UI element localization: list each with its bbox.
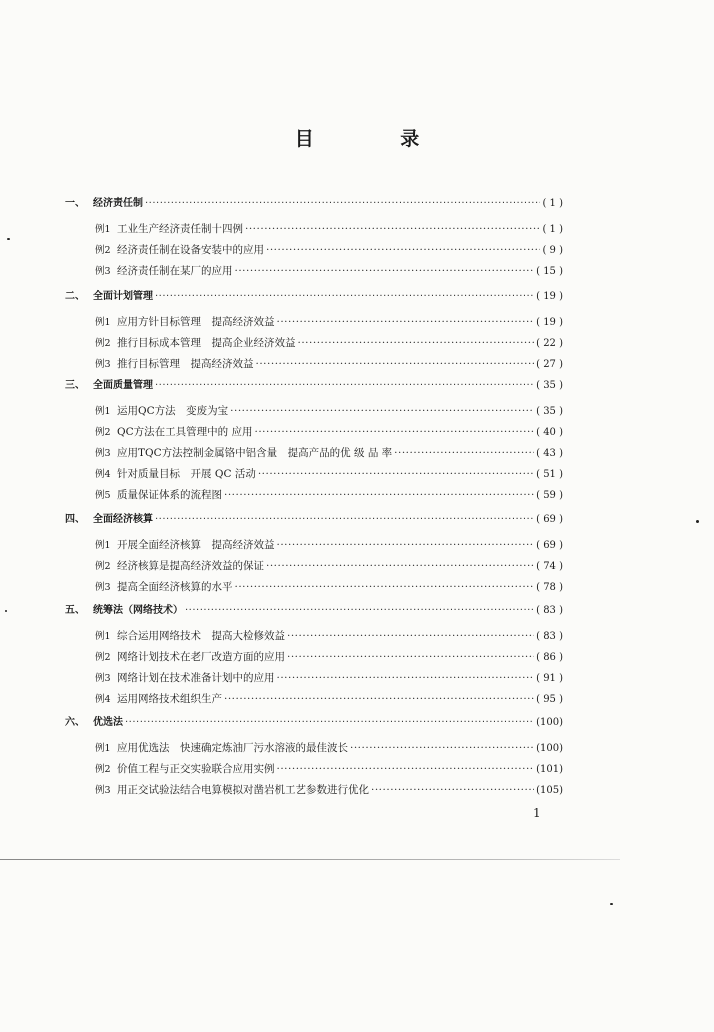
entry-title: 网络计划在技术准备计划中的应用 bbox=[117, 672, 275, 684]
entry-page: (100) bbox=[536, 717, 563, 728]
entry-title: 推行目标成本管理 提高企业经济效益 bbox=[117, 337, 296, 349]
entry-title: 应用优选法 快速确定炼油厂污水溶液的最佳波长 bbox=[117, 742, 348, 754]
entry-number: 二、 bbox=[65, 291, 85, 302]
toc-section-heading bbox=[65, 716, 563, 730]
entry-title: 应用TQC方法控制金属铬中铝含量 提高产品的优 级 品 率 bbox=[117, 447, 393, 459]
toc-section-heading bbox=[65, 197, 563, 211]
entry-number: 例1 bbox=[95, 317, 111, 328]
leader-dots bbox=[298, 336, 535, 350]
entry-page: ( 74 ) bbox=[536, 561, 563, 572]
entry-page: ( 83 ) bbox=[536, 605, 563, 616]
entry-page: ( 43 ) bbox=[536, 448, 563, 459]
toc-entry bbox=[95, 762, 563, 777]
scan-speck bbox=[696, 520, 699, 523]
page-title: 目 录 bbox=[294, 128, 460, 150]
toc-entry bbox=[95, 315, 563, 330]
toc-entry bbox=[95, 692, 563, 707]
toc-entry bbox=[95, 243, 563, 258]
entry-number: 例3 bbox=[95, 582, 111, 593]
entry-title: 运用网络技术组织生产 bbox=[117, 693, 222, 705]
entry-number: 例3 bbox=[95, 448, 111, 459]
scan-speck bbox=[7, 238, 10, 240]
leader-dots bbox=[235, 264, 535, 278]
entry-title: 提高全面经济核算的水平 bbox=[117, 581, 233, 593]
entry-title: 经济责任制在某厂的应用 bbox=[117, 265, 233, 277]
entry-title: 经济责任制在设备安装中的应用 bbox=[117, 244, 264, 256]
entry-title: 全面经济核算 bbox=[93, 514, 153, 525]
leader-dots bbox=[287, 650, 534, 664]
entry-title: 综合运用网络技术 提高大检修效益 bbox=[117, 630, 285, 642]
scan-speck bbox=[610, 903, 613, 905]
toc-section-heading bbox=[65, 379, 563, 393]
entry-page: ( 51 ) bbox=[536, 469, 563, 480]
entry-page: ( 19 ) bbox=[536, 291, 563, 302]
entry-title: 经济责任制 bbox=[93, 198, 143, 209]
leader-dots bbox=[266, 559, 534, 573]
leader-dots bbox=[155, 290, 534, 304]
entry-title: QC方法在工具管理中的 应用 bbox=[117, 426, 253, 438]
entry-page: ( 40 ) bbox=[536, 427, 563, 438]
entry-number: 例2 bbox=[95, 427, 111, 438]
leader-dots bbox=[224, 692, 534, 706]
entry-number: 例2 bbox=[95, 338, 111, 349]
leader-dots bbox=[254, 425, 534, 439]
toc-entry bbox=[95, 538, 563, 553]
entry-number: 五、 bbox=[65, 605, 85, 616]
entry-page: (101) bbox=[536, 764, 563, 775]
entry-title: 质量保证体系的流程图 bbox=[117, 489, 222, 501]
entry-title: 经济核算是提高经济效益的保证 bbox=[117, 560, 264, 572]
entry-number: 例3 bbox=[95, 785, 111, 796]
leader-dots bbox=[224, 488, 534, 502]
entry-number: 例2 bbox=[95, 652, 111, 663]
toc-entry bbox=[95, 425, 563, 440]
entry-number: 例1 bbox=[95, 631, 111, 642]
entry-title: 全面质量管理 bbox=[93, 380, 153, 391]
entry-page: ( 19 ) bbox=[536, 317, 563, 328]
entry-page: ( 35 ) bbox=[536, 380, 563, 391]
entry-title: 开展全面经济核算 提高经济效益 bbox=[117, 539, 275, 551]
leader-dots bbox=[155, 379, 534, 393]
toc-entry bbox=[95, 467, 563, 482]
toc-section-heading bbox=[65, 604, 563, 618]
entry-number: 例3 bbox=[95, 266, 111, 277]
toc-entry bbox=[95, 629, 563, 644]
toc-section-heading bbox=[65, 290, 563, 304]
entry-number: 三、 bbox=[65, 380, 85, 391]
leader-dots bbox=[155, 513, 534, 527]
toc-entry bbox=[95, 404, 563, 419]
entry-title: 运用QC方法 变废为宝 bbox=[117, 405, 229, 417]
leader-dots bbox=[394, 446, 534, 460]
scan-speck bbox=[5, 610, 7, 612]
toc-entry bbox=[95, 336, 563, 351]
entry-page: (105) bbox=[536, 785, 563, 796]
entry-page: ( 27 ) bbox=[536, 359, 563, 370]
entry-title: 全面计划管理 bbox=[93, 291, 153, 302]
entry-page: ( 15 ) bbox=[536, 266, 563, 277]
leader-dots bbox=[371, 783, 534, 797]
entry-number: 例4 bbox=[95, 469, 111, 480]
entry-number: 例1 bbox=[95, 743, 111, 754]
entry-title: 推行目标管理 提高经济效益 bbox=[117, 358, 254, 370]
toc-entry bbox=[95, 671, 563, 686]
entry-number: 例1 bbox=[95, 406, 111, 417]
entry-number: 例2 bbox=[95, 245, 111, 256]
entry-page: ( 69 ) bbox=[536, 540, 563, 551]
entry-number: 例3 bbox=[95, 673, 111, 684]
leader-dots bbox=[235, 580, 535, 594]
entry-page: ( 35 ) bbox=[536, 406, 563, 417]
entry-page: ( 78 ) bbox=[536, 582, 563, 593]
toc-entry bbox=[95, 559, 563, 574]
entry-title: 优选法 bbox=[93, 717, 123, 728]
entry-number: 六、 bbox=[65, 717, 85, 728]
entry-page: ( 91 ) bbox=[536, 673, 563, 684]
entry-number: 例1 bbox=[95, 540, 111, 551]
entry-page: ( 69 ) bbox=[536, 514, 563, 525]
entry-title: 统筹法（网络技术） bbox=[93, 605, 183, 616]
entry-page: ( 83 ) bbox=[536, 631, 563, 642]
entry-number: 例2 bbox=[95, 561, 111, 572]
entry-title: 应用方针目标管理 提高经济效益 bbox=[117, 316, 275, 328]
entry-page: ( 95 ) bbox=[536, 694, 563, 705]
toc-entry bbox=[95, 446, 563, 461]
entry-page: ( 1 ) bbox=[542, 198, 563, 209]
toc-entry bbox=[95, 650, 563, 665]
toc-section-heading bbox=[65, 513, 563, 527]
leader-dots bbox=[287, 629, 534, 643]
entry-page: ( 1 ) bbox=[542, 224, 563, 235]
entry-title: 网络计划技术在老厂改造方面的应用 bbox=[117, 651, 285, 663]
leader-dots bbox=[277, 762, 535, 776]
entry-number: 例1 bbox=[95, 224, 111, 235]
leader-dots bbox=[145, 197, 540, 211]
leader-dots bbox=[266, 243, 540, 257]
entry-page: ( 9 ) bbox=[542, 245, 563, 256]
entry-title: 工业生产经济责任制十四例 bbox=[117, 223, 243, 235]
leader-dots bbox=[350, 741, 534, 755]
leader-dots bbox=[277, 538, 535, 552]
entry-number: 例3 bbox=[95, 359, 111, 370]
leader-dots bbox=[277, 671, 535, 685]
leader-dots bbox=[277, 315, 535, 329]
entry-page: ( 59 ) bbox=[536, 490, 563, 501]
toc-entry bbox=[95, 222, 563, 237]
toc-entry bbox=[95, 357, 563, 372]
entry-title: 针对质量目标 开展 QC 活动 bbox=[117, 468, 256, 480]
leader-dots bbox=[185, 604, 534, 618]
leader-dots bbox=[256, 357, 535, 371]
entry-number: 四、 bbox=[65, 514, 85, 525]
toc-entry bbox=[95, 741, 563, 756]
entry-title: 用正交试验法结合电算模拟对凿岩机工艺参数进行优化 bbox=[117, 784, 369, 796]
entry-number: 例4 bbox=[95, 694, 111, 705]
entry-page: (100) bbox=[536, 743, 563, 754]
entry-number: 一、 bbox=[65, 198, 85, 209]
page-number: 1 bbox=[533, 806, 541, 820]
toc-entry bbox=[95, 488, 563, 503]
leader-dots bbox=[230, 404, 534, 418]
toc-entry bbox=[95, 783, 563, 798]
leader-dots bbox=[258, 467, 534, 481]
toc-entry bbox=[95, 580, 563, 595]
entry-title: 价值工程与正交实验联合应用实例 bbox=[117, 763, 275, 775]
entry-page: ( 22 ) bbox=[536, 338, 563, 349]
entry-number: 例5 bbox=[95, 490, 111, 501]
leader-dots bbox=[125, 716, 534, 730]
entry-page: ( 86 ) bbox=[536, 652, 563, 663]
leader-dots bbox=[245, 222, 540, 236]
scan-edge-line bbox=[0, 859, 620, 860]
entry-number: 例2 bbox=[95, 764, 111, 775]
toc-entry bbox=[95, 264, 563, 279]
